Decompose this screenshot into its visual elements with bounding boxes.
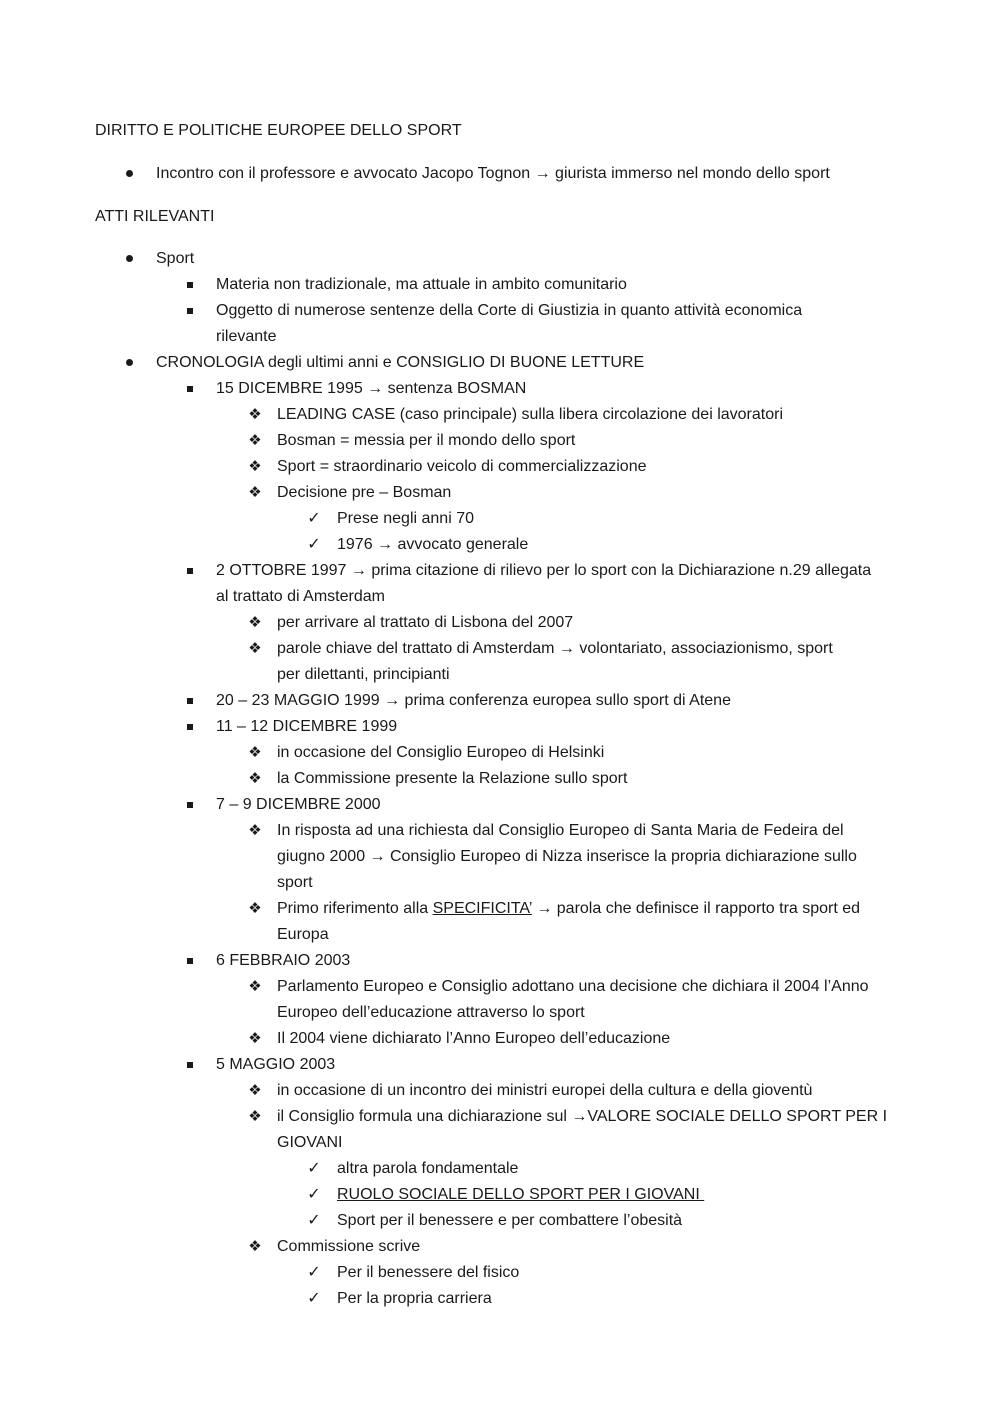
sport-label: Sport [156, 250, 195, 267]
event-1997-item: parole chiave del trattato di Amsterdam → volontariato, associazionismo, sport [277, 640, 833, 657]
commissione-check: Per la propria carriera [337, 1290, 492, 1307]
event-2000-label: 7 – 9 DICEMBRE 2000 [216, 796, 381, 813]
event-2003-may-item: il Consiglio formula una dichiarazione sul →VALORE SOCIALE DELLO SPORT PER I [277, 1108, 888, 1125]
event-2003-may-check-underlined: RUOLO SOCIALE DELLO SPORT PER I GIOVANI [337, 1186, 705, 1203]
checkmark-icon: ✓ [307, 1290, 321, 1307]
event-2003-feb-item: Il 2004 viene dichiarato l’Anno Europeo dell’educazione [277, 1030, 671, 1047]
checkmark-icon: ✓ [307, 510, 321, 527]
diamond-bullet-icon: ❖ [248, 1108, 262, 1125]
event-2003-may-label: 5 MAGGIO 2003 [216, 1056, 336, 1073]
bullet-square [180, 558, 200, 584]
bullet-square [180, 792, 200, 818]
event-1995-item: Sport = straordinario veicolo di commercializzazione [277, 458, 647, 475]
event-1995-item: Bosman = messia per il mondo dello sport [277, 432, 576, 449]
checkmark-icon: ✓ [307, 1212, 321, 1229]
event-1999-dec-label: 11 – 12 DICEMBRE 1999 [216, 718, 398, 735]
specificita-suffix: → parola che definisce il rapporto tra sport ed [531, 900, 861, 917]
event-1995-item: Decisione pre – Bosman [277, 484, 452, 501]
event-2003-may-item: in occasione di un incontro dei ministri europei della cultura e della gioventù [277, 1082, 813, 1099]
event-2000-item-continuation: giugno 2000 → Consiglio Europeo di Nizza inserisce la propria dichiarazione sullo [277, 848, 857, 865]
bullet-square [180, 688, 200, 714]
diamond-bullet-icon: ❖ [248, 900, 262, 917]
diamond-bullet-icon: ❖ [248, 432, 262, 449]
commissione-check: Per il benessere del fisico [337, 1264, 520, 1281]
bullet-square [180, 272, 200, 298]
diamond-bullet-icon: ❖ [248, 770, 262, 787]
bullet-square [180, 1052, 200, 1078]
bullet-square [180, 298, 200, 324]
event-1997-item-continuation: per dilettanti, principianti [277, 666, 450, 683]
event-2003-may-check: altra parola fondamentale [337, 1160, 519, 1177]
event-1997-label: 2 OTTOBRE 1997 → prima citazione di rilievo per lo sport con la Dichiarazione n.29 allegata [216, 562, 872, 579]
bullet-square [180, 376, 200, 402]
checkmark-icon: ✓ [307, 1264, 321, 1281]
diamond-bullet-icon: ❖ [248, 640, 262, 657]
sport-point: Oggetto di numerose sentenze della Corte di Giustizia in quanto attività economica [216, 302, 803, 319]
bullet-dot [119, 246, 139, 272]
specificita-prefix: Primo riferimento alla [277, 900, 433, 917]
event-1995-check: 1976 → avvocato generale [337, 536, 529, 553]
diamond-bullet-icon: ❖ [248, 458, 262, 475]
bullet-dot [119, 161, 139, 187]
checkmark-icon: ✓ [307, 1186, 321, 1203]
section-title: ATTI RILEVANTI [95, 208, 215, 225]
event-2000-specificita-continuation: Europa [277, 926, 329, 943]
bullet-square [180, 714, 200, 740]
document-title: DIRITTO E POLITICHE EUROPEE DELLO SPORT [95, 122, 462, 139]
event-2000-item: In risposta ad una richiesta dal Consiglio Europeo di Santa Maria de Fedeira del [277, 822, 844, 839]
event-2000-specificita-item [277, 896, 860, 922]
sport-point: Materia non tradizionale, ma attuale in ambito comunitario [216, 276, 627, 293]
diamond-bullet-icon: ❖ [248, 484, 262, 501]
event-1995-check: Prese negli anni 70 [337, 510, 474, 527]
event-1999-dec-item: in occasione del Consiglio Europeo di Helsinki [277, 744, 605, 761]
bullet-dot [119, 350, 139, 376]
diamond-bullet-icon: ❖ [248, 406, 262, 423]
event-2003-feb-item: Parlamento Europeo e Consiglio adottano una decisione che dichiara il 2004 l’Anno [277, 978, 869, 995]
event-2003-feb-item-continuation: Europeo dell’educazione attraverso lo sport [277, 1004, 585, 1021]
event-1995-item: LEADING CASE (caso principale) sulla libera circolazione dei lavoratori [277, 406, 783, 423]
event-2003-may-item-continuation: GIOVANI [277, 1134, 343, 1151]
diamond-bullet-icon: ❖ [248, 1030, 262, 1047]
event-2000-item-continuation: sport [277, 874, 313, 891]
event-1995-label: 15 DICEMBRE 1995 → sentenza BOSMAN [216, 380, 527, 397]
diamond-bullet-icon: ❖ [248, 614, 262, 631]
event-1997-label-continuation: al trattato di Amsterdam [216, 588, 385, 605]
event-2003-may-check: Sport per il benessere e per combattere l’obesità [337, 1212, 683, 1229]
intro-item: Incontro con il professore e avvocato Jacopo Tognon → giurista immerso nel mondo dello sport [156, 165, 830, 182]
event-1999-may-label: 20 – 23 MAGGIO 1999 → prima conferenza europea sullo sport di Atene [216, 692, 731, 709]
event-1999-dec-item: la Commissione presente la Relazione sullo sport [277, 770, 628, 787]
checkmark-icon: ✓ [307, 1160, 321, 1177]
event-2003-feb-label: 6 FEBBRAIO 2003 [216, 952, 351, 969]
checkmark-icon: ✓ [307, 536, 321, 553]
diamond-bullet-icon: ❖ [248, 822, 262, 839]
cronologia-label: CRONOLOGIA degli ultimi anni e CONSIGLIO DI BUONE LETTURE [156, 354, 645, 371]
diamond-bullet-icon: ❖ [248, 978, 262, 995]
bullet-square [180, 948, 200, 974]
diamond-bullet-icon: ❖ [248, 1082, 262, 1099]
sport-point-continuation: rilevante [216, 328, 277, 345]
event-1997-item: per arrivare al trattato di Lisbona del 2007 [277, 614, 574, 631]
diamond-bullet-icon: ❖ [248, 744, 262, 761]
diamond-bullet-icon: ❖ [248, 1238, 262, 1255]
specificita-term: SPECIFICITA’ [432, 900, 532, 917]
commissione-label: Commissione scrive [277, 1238, 421, 1255]
